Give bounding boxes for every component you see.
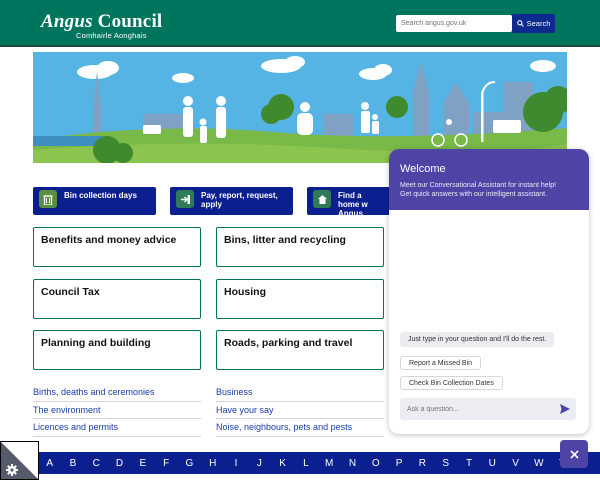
- az-letter-c[interactable]: C: [92, 457, 100, 469]
- link-business[interactable]: Business: [216, 387, 253, 397]
- divider: [33, 401, 201, 402]
- find-home-link[interactable]: [307, 187, 389, 227]
- tile-benefits[interactable]: Benefits and money advice: [33, 227, 201, 267]
- bin-icon: [39, 190, 57, 208]
- quick-link-label: Pay, report, request, apply: [201, 191, 278, 209]
- chat-close-button[interactable]: [560, 440, 588, 468]
- az-letter-e[interactable]: E: [139, 457, 147, 469]
- divider: [33, 436, 201, 437]
- assistant-message: Just type in your question and I'll do the rest.: [400, 332, 554, 347]
- link-licences[interactable]: Licences and permits: [33, 422, 119, 432]
- az-letter-v[interactable]: V: [512, 457, 519, 469]
- close-icon: [570, 450, 579, 459]
- az-letter-f[interactable]: F: [163, 457, 170, 469]
- divider: [33, 418, 201, 419]
- az-letter-j[interactable]: J: [256, 457, 262, 469]
- logo-subtitle: Comhairle Aonghais: [76, 31, 147, 40]
- home-icon: [313, 190, 331, 208]
- az-letter-u[interactable]: U: [488, 457, 496, 469]
- chat-widget: [389, 149, 589, 434]
- tile-council-tax[interactable]: Council Tax: [33, 279, 201, 319]
- tile-bins[interactable]: Bins, litter and recycling: [216, 227, 384, 267]
- az-letter-w[interactable]: W: [534, 457, 544, 469]
- quick-link-label: Find a home w Angus HomeF: [338, 191, 368, 227]
- hero-banner: [33, 52, 567, 163]
- divider: [216, 418, 384, 419]
- search-icon: [517, 20, 524, 27]
- search-button-label: Search: [526, 19, 551, 28]
- az-letter-o[interactable]: O: [371, 457, 380, 469]
- divider: [216, 436, 384, 437]
- az-letter-b[interactable]: B: [69, 457, 77, 469]
- link-environment[interactable]: The environment: [33, 405, 101, 415]
- tile-planning[interactable]: Planning and building: [33, 330, 201, 370]
- az-letter-t[interactable]: T: [465, 457, 473, 469]
- az-letter-p[interactable]: P: [395, 457, 403, 469]
- az-letter-g[interactable]: G: [185, 457, 194, 469]
- chat-header: [389, 149, 589, 210]
- bin-collection-link[interactable]: [33, 187, 156, 215]
- accessibility-settings[interactable]: [0, 441, 39, 480]
- chat-title: Welcome: [400, 163, 446, 175]
- az-letter-s[interactable]: S: [442, 457, 450, 469]
- az-letter-i[interactable]: I: [234, 457, 238, 469]
- chat-input[interactable]: [400, 398, 576, 420]
- tile-housing[interactable]: Housing: [216, 279, 384, 319]
- link-births-deaths[interactable]: Births, deaths and ceremonies: [33, 387, 155, 397]
- search-button[interactable]: [512, 14, 555, 33]
- arrow-in-icon: [176, 190, 194, 208]
- search-input[interactable]: [396, 15, 512, 32]
- logo-title-a: Angus: [41, 11, 93, 32]
- council-logo[interactable]: [41, 11, 162, 33]
- pay-report-request-link[interactable]: [170, 187, 293, 215]
- az-letter-m[interactable]: M: [325, 457, 334, 469]
- az-letter-l[interactable]: L: [303, 457, 309, 469]
- divider: [216, 401, 384, 402]
- az-letter-n[interactable]: N: [348, 457, 357, 469]
- send-icon[interactable]: [558, 402, 572, 416]
- link-have-your-say[interactable]: Have your say: [216, 405, 274, 415]
- a-z-bar: [38, 452, 600, 474]
- az-letter-h[interactable]: H: [209, 457, 217, 469]
- logo-title-b: Council: [97, 11, 163, 32]
- quick-link-label: Bin collection days: [64, 191, 137, 200]
- chip-report-missed-bin[interactable]: Report a Missed Bin: [400, 356, 481, 370]
- az-letter-k[interactable]: K: [279, 457, 286, 469]
- az-letter-d[interactable]: D: [115, 457, 124, 469]
- site-header: [0, 0, 600, 47]
- az-letter-a[interactable]: A: [46, 457, 53, 469]
- tile-roads[interactable]: Roads, parking and travel: [216, 330, 384, 370]
- chip-check-bin-dates[interactable]: Check Bin Collection Dates: [400, 376, 503, 390]
- link-noise-neighbours[interactable]: Noise, neighbours, pets and pests: [216, 422, 353, 432]
- chat-description: Meet our Conversational Assistant for instant help! Get quick answers with our intelligent assistant.: [400, 182, 557, 198]
- az-letter-r[interactable]: R: [418, 457, 427, 469]
